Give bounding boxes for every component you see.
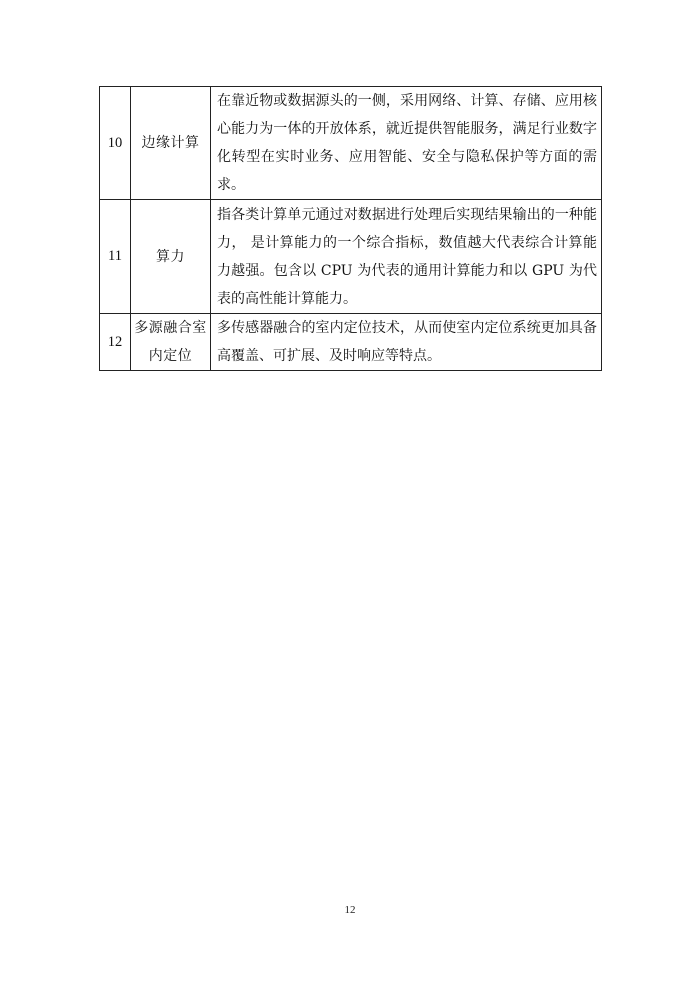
term-definition: 多传感器融合的室内定位技术，从而使室内定位系统更加具备高覆盖、可扩展、及时响应等特点。	[211, 314, 602, 371]
table-row	[100, 314, 602, 371]
term-definition: 指各类计算单元通过对数据进行处理后实现结果输出的一种能力， 是计算能力的一个综合指标，数值越大代表综合计算能力越强。包含以 CPU 为代表的通用计算能力和以 GPU 为代表的高性能计算能力。	[211, 200, 602, 314]
term-name: 算力	[131, 200, 211, 314]
table-row	[100, 200, 602, 314]
row-number: 10	[100, 87, 131, 200]
term-name: 多源融合室内定位	[131, 314, 211, 371]
page-number: 12	[344, 904, 356, 916]
table-row	[100, 87, 602, 200]
terms-table	[99, 86, 602, 371]
term-definition: 在靠近物或数据源头的一侧，采用网络、计算、存储、应用核心能力为一体的开放体系，就近提供智能服务，满足行业数字化转型在实时业务、应用智能、安全与隐私保护等方面的需求。	[211, 87, 602, 200]
row-number: 11	[100, 200, 131, 314]
row-number: 12	[100, 314, 131, 371]
term-name: 边缘计算	[131, 87, 211, 200]
